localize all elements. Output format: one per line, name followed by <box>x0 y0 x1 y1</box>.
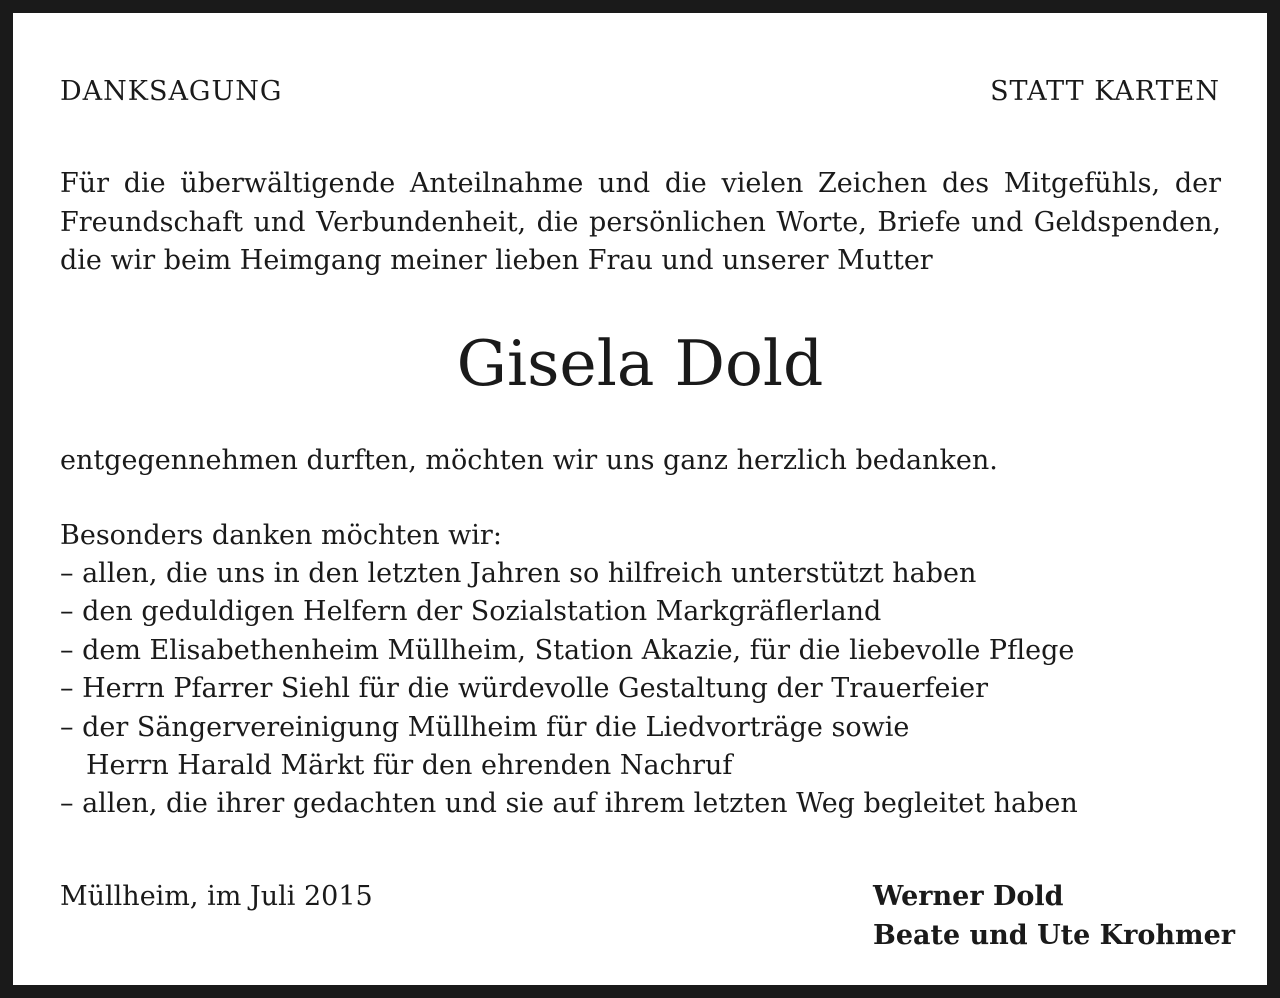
list-item-continuation: Herrn Harald Märkt für den ehrenden Nachruf <box>86 750 733 782</box>
list-item: – den geduldigen Helfern der Sozialstation Markgräflerland <box>60 596 882 628</box>
signatories <box>873 878 1235 955</box>
notice-type-heading: DANKSAGUNG <box>60 76 283 107</box>
thanks-intro: Besonders danken möchten wir: <box>60 520 502 551</box>
intro-line: Freundschaft und Verbundenheit, die persönlichen Worte, Briefe und Geldspenden, <box>60 206 1221 238</box>
closing-line: entgegennehmen durften, möchten wir uns ganz herzlich bedanken. <box>60 445 998 476</box>
list-item: – der Sängervereinigung Müllheim für die Liedvorträge sowie <box>60 711 910 743</box>
intro-paragraph <box>60 165 1221 281</box>
signatory-name: Werner Dold <box>873 881 1064 912</box>
deceased-name: Gisela Dold <box>456 327 824 400</box>
intro-line: die wir beim Heimgang meiner lieben Frau und unserer Mutter <box>60 245 933 276</box>
place-date: Müllheim, im Juli 2015 <box>60 881 373 912</box>
list-item: – Herrn Pfarrer Siehl für die würdevolle Gestaltung der Trauerfeier <box>60 673 989 705</box>
statt-karten-heading: STATT KARTEN <box>990 76 1220 107</box>
signatory-name: Beate und Ute Krohmer <box>873 919 1235 951</box>
list-item: – allen, die uns in den letzten Jahren so hilfreich unterstützt haben <box>60 558 977 589</box>
list-item: – allen, die ihrer gedachten und sie auf ihrem letzten Weg begleitet haben <box>60 788 1078 820</box>
thanks-list <box>60 555 1078 824</box>
intro-line: Für die überwältigende Anteilnahme und die vielen Zeichen des Mitgefühls, der <box>60 168 1221 199</box>
list-item: – dem Elisabethenheim Müllheim, Station Akazie, für die liebevolle Pflege <box>60 634 1075 666</box>
